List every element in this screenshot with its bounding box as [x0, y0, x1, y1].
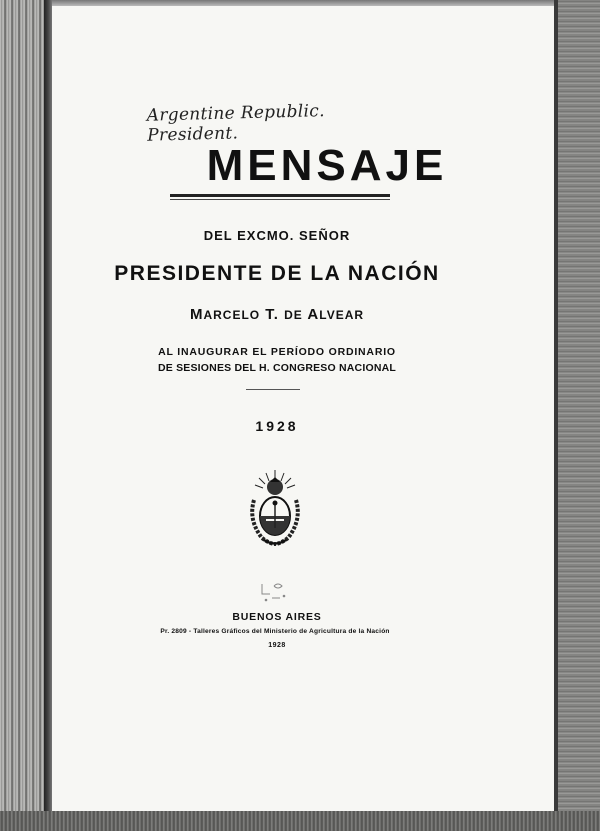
handwritten-note: Argentine Republic. President. — [146, 101, 326, 146]
title-underline-thin — [170, 199, 390, 200]
spine-shadow — [44, 0, 52, 831]
printer-imprint: Pr. 2809 - Talleres Gráficos del Ministerio de Agricultura de la Nación — [160, 628, 390, 635]
office-heading: PRESIDENTE DE LA NACIÓN — [114, 262, 440, 285]
print-year: 1928 — [268, 642, 286, 649]
argentine-coat-of-arms-icon — [244, 468, 306, 548]
right-page-edge — [554, 0, 600, 831]
bottom-page-edge — [0, 811, 600, 831]
place-of-publication: BUENOS AIRES — [232, 611, 322, 623]
subtitle: DEL EXCMO. SEÑOR — [203, 228, 351, 243]
title-underline — [170, 194, 390, 197]
document-title: MENSAJE — [206, 141, 448, 190]
president-name: MARCELO T. DE ALVEAR — [189, 306, 365, 323]
library-stamp-icon — [258, 580, 288, 606]
occasion-line-2: DE SESIONES DEL H. CONGRESO NACIONAL — [157, 362, 397, 374]
occasion-line-1: AL INAUGURAR EL PERÍODO ORDINARIO — [158, 346, 396, 358]
separator-rule — [246, 389, 300, 390]
publication-year: 1928 — [255, 418, 299, 434]
title-page — [52, 6, 554, 811]
